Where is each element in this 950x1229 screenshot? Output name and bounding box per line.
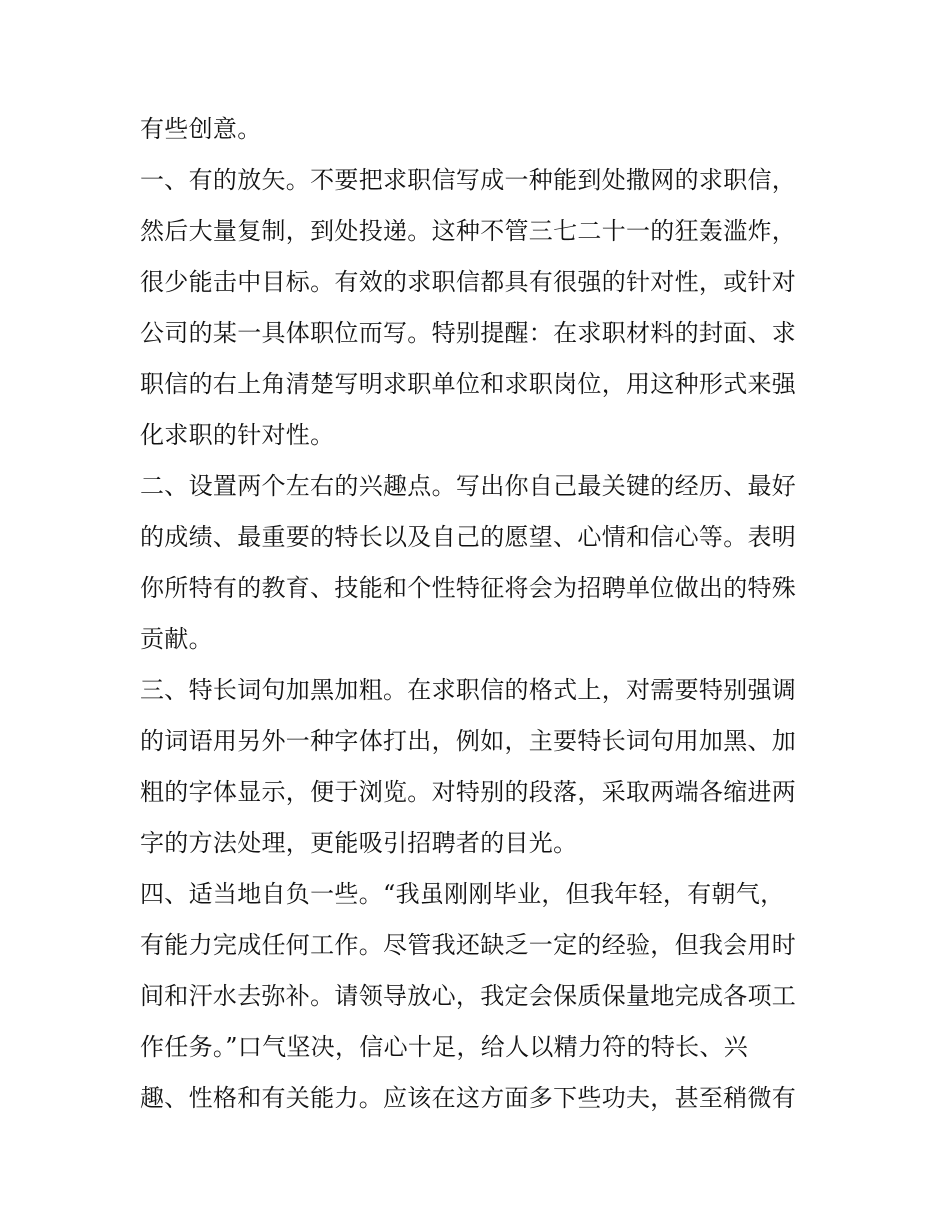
- text-line: 很少能击中目标。有效的求职信都具有很强的针对性，或针对: [140, 268, 797, 296]
- text-line: 作任务。”口气坚决，信心十足，给人以精力符的特长、兴: [140, 1033, 749, 1061]
- text-line: 的词语用另外一种字体打出，例如，主要特长词句用加黑、加: [140, 727, 797, 755]
- text-line: 趣、性格和有关能力。应该在这方面多下些功夫，甚至稍微有: [140, 1084, 797, 1112]
- text-line: 二、设置两个左右的兴趣点。写出你自己最关键的经历、最好: [140, 472, 797, 500]
- text-line: 然后大量复制，到处投递。这种不管三七二十一的狂轰滥炸，: [140, 217, 797, 245]
- text-line: 公司的某一具体职位而写。特别提醒：在求职材料的封面、求: [140, 319, 797, 347]
- document-body: [140, 104, 820, 1124]
- text-line: 字的方法处理，更能吸引招聘者的目光。: [140, 829, 578, 857]
- text-line: 一、有的放矢。不要把求职信写成一种能到处撒网的求职信，: [140, 166, 797, 194]
- text-line: 有些创意。: [140, 115, 262, 143]
- text-line: 四、适当地自负一些。“我虽刚刚毕业，但我年轻，有朝气，: [140, 880, 785, 908]
- text-line: 化求职的针对性。: [140, 421, 335, 449]
- text-line: 粗的字体显示，便于浏览。对特别的段落，采取两端各缩进两: [140, 778, 797, 806]
- text-line: 职信的右上角清楚写明求职单位和求职岗位，用这种形式来强: [140, 370, 797, 398]
- text-line: 贡献。: [140, 625, 213, 653]
- text-line: 你所特有的教育、技能和个性特征将会为招聘单位做出的特殊: [140, 574, 797, 602]
- text-line: 三、特长词句加黑加粗。在求职信的格式上，对需要特别强调: [140, 676, 797, 704]
- text-line: 的成绩、最重要的特长以及自己的愿望、心情和信心等。表明: [140, 523, 797, 551]
- text-line: 间和汗水去弥补。请领导放心，我定会保质保量地完成各项工: [140, 982, 797, 1010]
- text-line: 有能力完成任何工作。尽管我还缺乏一定的经验，但我会用时: [140, 931, 797, 959]
